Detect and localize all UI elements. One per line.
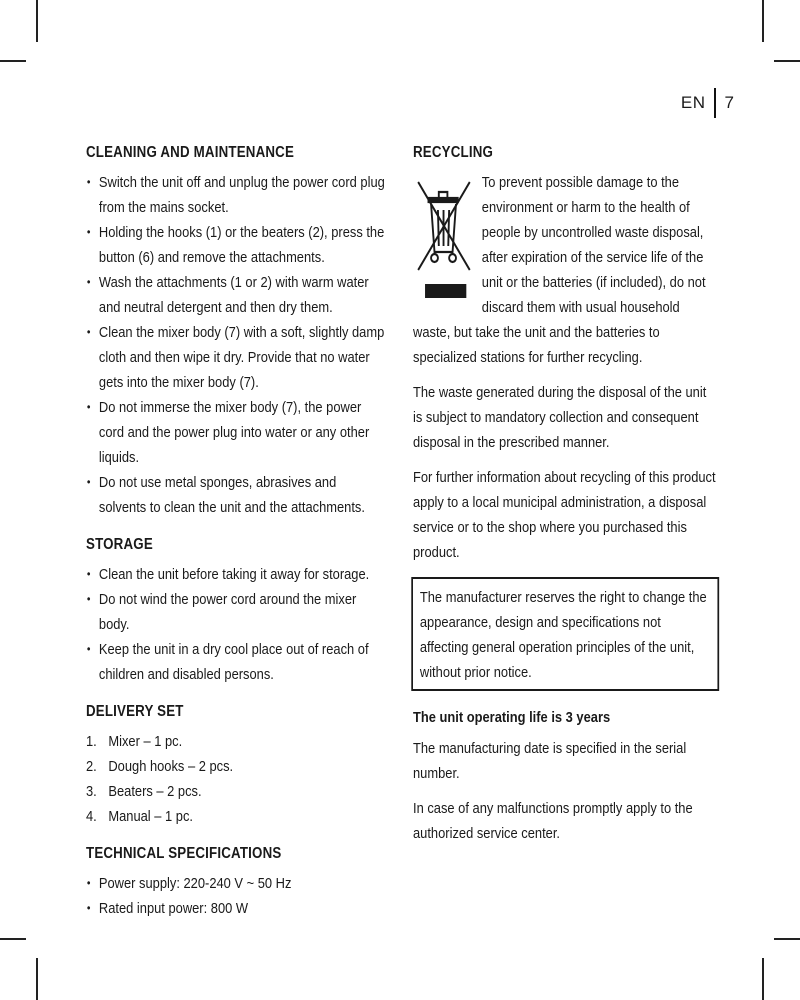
item-number: 1. — [86, 733, 97, 750]
list-item: • Rated input power: 800 W — [86, 896, 385, 921]
crop-mark — [36, 958, 38, 1000]
crop-mark — [774, 938, 800, 940]
item-text: Dough hooks – 2 pcs. — [108, 758, 234, 775]
specs-title: TECHNICAL SPECIFICATIONS — [86, 845, 282, 862]
item-number: 3. — [86, 783, 97, 800]
list-item — [86, 804, 385, 829]
malfunctions-note: In case of any malfunctions promptly apply to the authorized service center. — [413, 800, 693, 842]
storage-title: STORAGE — [86, 536, 153, 553]
delivery-section — [86, 701, 385, 829]
storage-section — [86, 534, 385, 687]
recycling-paragraph-1: To prevent possible damage to the environment or harm to the health of people by uncontrolled waste disposal, after expiration of the service life of the unit or the batteries (if included), do not discard them with usual household waste, but take the unit and the batteries to specialized stations for further recycling. — [413, 174, 706, 366]
list-item — [86, 779, 385, 804]
crop-mark — [762, 0, 764, 42]
list-item: • Keep the unit in a dry cool place out of reach of children and disabled persons. — [86, 637, 385, 687]
delivery-title: DELIVERY SET — [86, 703, 184, 720]
storage-list — [86, 562, 385, 687]
cleaning-title: CLEANING AND MAINTENANCE — [86, 144, 295, 161]
language-code: EN — [680, 93, 706, 112]
left-column — [86, 142, 385, 935]
manufacturing-date: The manufacturing date is specified in the serial number. — [413, 740, 687, 782]
item-number: 4. — [86, 808, 97, 825]
list-item: • Clean the mixer body (7) with a soft, slightly damp cloth and then wipe it dry. Provide that no water gets into the mixer body (7). — [86, 320, 385, 395]
list-item: • Do not immerse the mixer body (7), the power cord and the power plug into water or any other liquids. — [86, 395, 385, 470]
notice-box — [411, 577, 719, 691]
crop-mark — [774, 60, 800, 62]
list-item — [86, 729, 385, 754]
crop-mark — [762, 958, 764, 1000]
list-item: • Do not use metal sponges, abrasives and solvents to clean the unit and the attachments. — [86, 470, 385, 520]
list-item — [86, 754, 385, 779]
list-item: • Switch the unit off and unplug the power cord plug from the mains socket. — [86, 170, 385, 220]
recycling-block — [413, 170, 717, 370]
crossed-out-wheelie-bin-icon — [416, 174, 471, 300]
specs-list — [86, 871, 385, 921]
page-number: 7 — [724, 93, 734, 112]
specs-section — [86, 843, 385, 921]
header-divider — [714, 88, 716, 118]
item-number: 2. — [86, 758, 97, 775]
recycling-paragraph-2: The waste generated during the disposal of the unit is subject to mandatory collection and consequent disposal in the prescribed manner. — [413, 384, 707, 451]
crop-mark — [0, 60, 26, 62]
delivery-list — [86, 729, 385, 829]
list-item: • Holding the hooks (1) or the beaters (2), press the button (6) and remove the attachments. — [86, 220, 385, 270]
recycling-paragraph-3: For further information about recycling of this product apply to a local municipal administration, a disposal service or to the shop where you purchased this product. — [413, 469, 716, 561]
operating-life: The unit operating life is 3 years — [413, 709, 611, 726]
item-text: Manual – 1 pc. — [108, 808, 193, 825]
crop-mark — [36, 0, 38, 42]
list-item: • Do not wind the power cord around the mixer body. — [86, 587, 385, 637]
list-item: • Power supply: 220-240 V ~ 50 Hz — [86, 871, 385, 896]
cleaning-list — [86, 170, 385, 520]
recycling-title: RECYCLING — [413, 144, 494, 161]
notice-text: The manufacturer reserves the right to change the appearance, design and specifications not affecting general operation principles of the unit, without prior notice. — [419, 589, 707, 681]
right-column — [413, 142, 717, 846]
item-text: Beaters – 2 pcs. — [108, 783, 202, 800]
cleaning-section — [86, 142, 385, 520]
crop-mark — [0, 938, 26, 940]
list-item: • Wash the attachments (1 or 2) with warm water and neutral detergent and then dry them. — [86, 270, 385, 320]
page-header — [681, 88, 734, 118]
item-text: Mixer – 1 pc. — [108, 733, 183, 750]
list-item: • Clean the unit before taking it away for storage. — [86, 562, 385, 587]
